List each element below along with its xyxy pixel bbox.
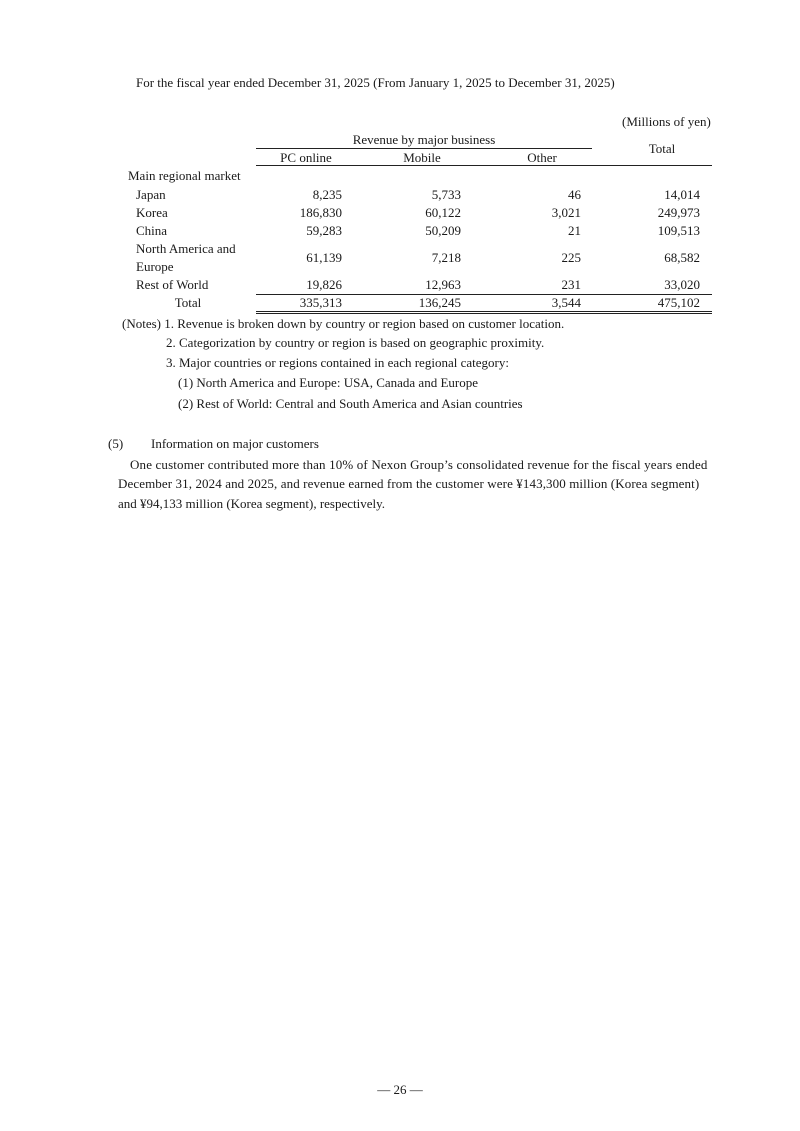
total-mobile: 136,245 [418,295,461,310]
cell-pc: 61,139 [306,250,342,265]
cell-mobile: 7,218 [431,250,461,265]
note-3-2: (2) Rest of World: Central and South America and Asian countries [178,396,523,411]
section-paragraph-line1: One customer contributed more than 10% of Nexon Group’s consolidated revenue for the fiscal years ended [130,457,708,472]
cell-pc: 186,830 [299,205,342,220]
cell-pc: 19,826 [306,277,342,292]
double-rule-2 [256,313,712,314]
cell-mobile: 12,963 [425,277,461,292]
total-other: 3,544 [551,295,581,310]
cell-total: 33,020 [664,277,700,292]
section-number: (5) [108,436,124,451]
note-1: (Notes) 1. Revenue is broken down by country or region based on customer location. [122,316,565,331]
period-heading: For the fiscal year ended December 31, 2025 (From January 1, 2025 to December 31, 2025) [136,75,615,90]
row-label: Rest of World [136,277,209,292]
cell-total: 109,513 [657,223,700,238]
cell-mobile: 50,209 [425,223,461,238]
col-header-pc: PC online [280,150,332,165]
group-header: Revenue by major business [352,132,496,147]
cell-other: 231 [561,277,581,292]
cell-other: 46 [568,187,581,202]
cell-mobile: 5,733 [431,187,461,202]
col-header-mobile: Mobile [403,150,441,165]
row-label: China [136,223,168,238]
row-label: Korea [136,205,168,220]
col-header-total: Total [648,141,676,156]
double-rule-1 [256,311,712,312]
note-2: 2. Categorization by country or region is based on geographic proximity. [166,335,545,350]
cell-total: 14,014 [664,187,700,202]
total-total: 475,102 [657,295,700,310]
cell-other: 225 [561,250,581,265]
total-pc: 335,313 [299,295,342,310]
row-label-line2: Europe [136,259,174,274]
group-header-rule [256,148,592,149]
cell-pc: 8,235 [312,187,342,202]
cell-total: 249,973 [657,205,700,220]
total-label: Total [174,295,202,310]
cell-other: 21 [568,223,581,238]
note-3-1: (1) North America and Europe: USA, Canada and Europe [178,375,478,390]
header-bottom-rule [256,165,712,166]
page-number: ― 26 ― [377,1082,423,1097]
col-header-other: Other [527,150,557,165]
row-label: Japan [136,187,166,202]
section-title: Information on major customers [151,436,319,451]
row-label-line1: North America and [136,241,236,256]
section-paragraph-line3: and ¥94,133 million (Korea segment), respectively. [118,496,386,511]
cell-pc: 59,283 [306,223,342,238]
cell-other: 3,021 [551,205,581,220]
cell-mobile: 60,122 [425,205,461,220]
cell-total: 68,582 [664,250,700,265]
unit-note: (Millions of yen) [622,114,711,129]
note-3: 3. Major countries or regions contained in each regional category: [166,355,509,370]
row-section-label: Main regional market [128,168,241,183]
section-paragraph-line2: December 31, 2024 and 2025, and revenue earned from the customer were ¥143,300 million (Korea segment) [118,476,700,491]
